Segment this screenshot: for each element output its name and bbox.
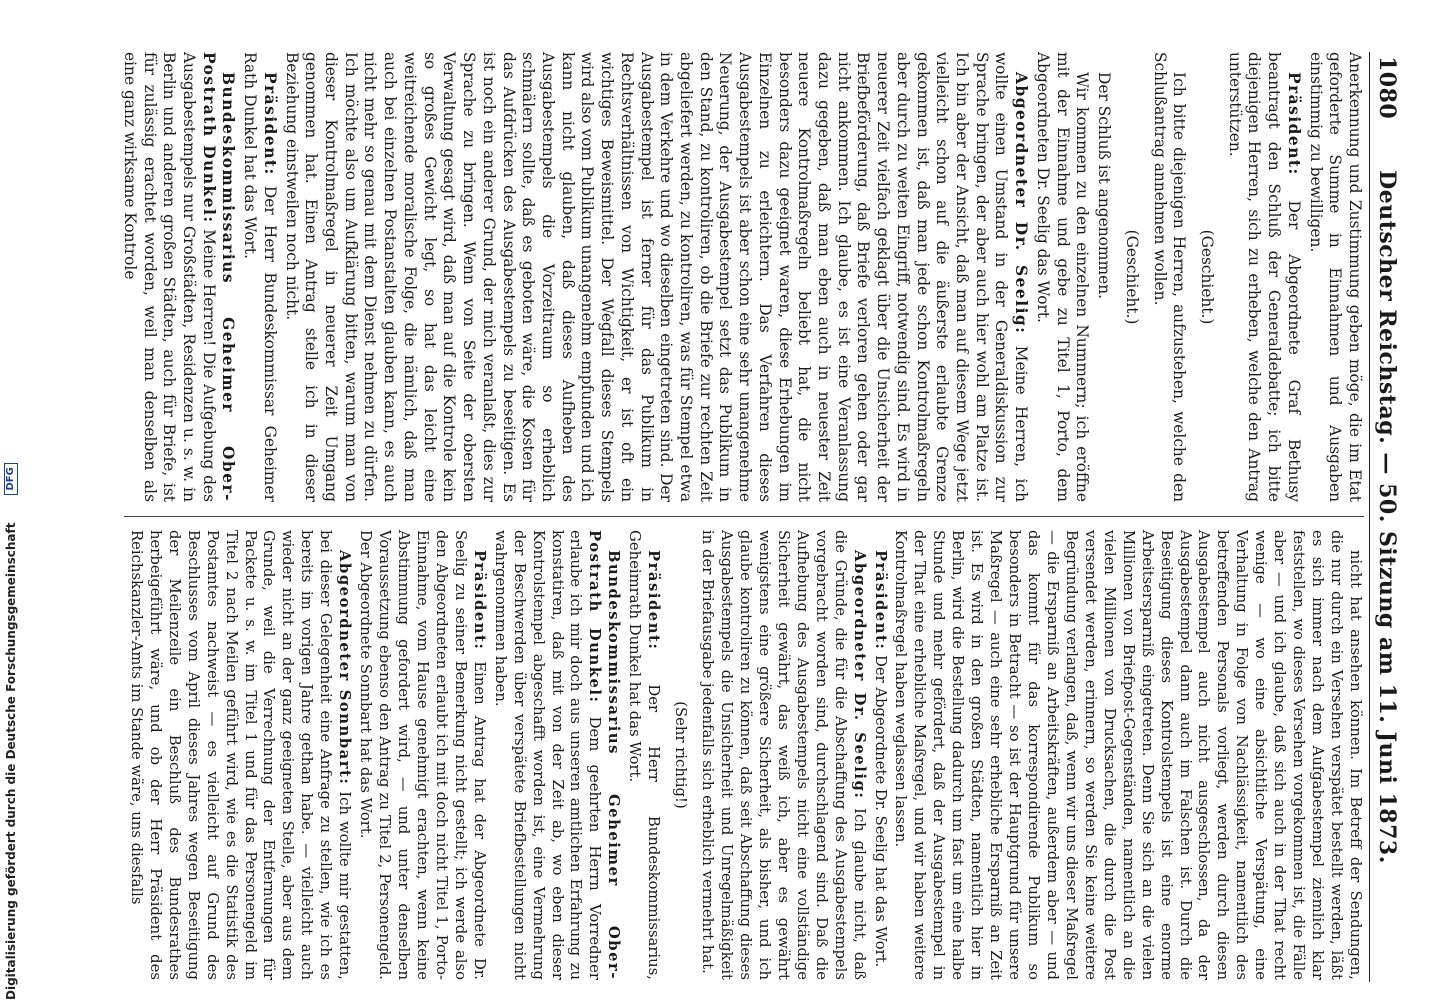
speaker-name: Präsident:	[871, 550, 889, 651]
speaker-name: Präsident:	[645, 550, 663, 651]
speaker-name: Bundeskommissarius Geheimer Ober-Postrath Dunkel:	[199, 52, 238, 502]
paragraph-text: Anerkennung und Zustimmung geben möge, die im Etat geforderte Summe in Einnahmen und Ausgaben einstimmig zu bewilligen.	[1306, 52, 1364, 502]
paragraph	[281, 52, 1030, 502]
paragraph	[697, 530, 867, 980]
speaker-name: Präsident:	[470, 550, 488, 651]
column-divider	[124, 516, 1364, 517]
paragraph	[126, 530, 353, 980]
paragraph	[1032, 52, 1091, 502]
speaker-name: Bundeskommissarius Geheimer Ober-Postrath Dunkel:	[586, 530, 623, 980]
page-header	[1369, 52, 1400, 982]
paragraph-text: Meine Herren, ich wollte einen Umstand in der Generaldiskussion zur Sprache bringen, der aber auch hier wohl am Platze ist. Ich bin aber der Ansicht, daß man auf diesem Wege jetzt vielleicht schon auf die äußerste erlaubte Grenze gekommen ist, daß man jede schon Kontrolmaßregeln aber durch zu weiten Eingriff, notwendig sind. Es wird in neuerer Zeit vielfach geklagt über die Unsicherheit der Briefbeförderung, daß Briefe verloren gehen oder gar nicht ankommen. Ich glaube, es ist eine Veranlassung dazu gegeben, daß man eben auch in neuester Zeit neuere Kontrolmaßregeln beliebt hat, die nicht besonders dazu geeignet waren, diese Erhebungen im Einzelnen zu erleichtern. Das Verfahren dieses Ausgabestempels ist aber schon eine sehr unangenehme Neuerung, der Ausgabestempel setzt das Publikum in den Stand, zu kontroliren, ob die Briefe zur rechten Zeit abgeliefert werden, zu kontroliren, was für Stempel etwa in dem Verkehre und wo dieselben eingetreten sind. Der Ausgabestempel ist ferner für das Publikum in Rechtsverhältnissen von Wichtigkeit, er ist oft ein wichtiges Beweismittel. Der Wegfall dieses Stempels wird also vom Publikum unangenehm empfunden und ich kann nicht glauben, daß dieses Aufheben des Ausgabestempels die Vorzeitraum so erheblich schmälern sollte, daß es geboten wäre, die Kosten für das Aufdrücken des Ausgabestempels zu beseitigen. Es ist noch ein anderer Grund, der mich veranlaßt, dies zur Sprache zu bringen. Wenn von Seite der obersten Verwaltung gesagt wird, daß man auf die Kontrole kein so großes Gewicht legt, so hat das leicht eine weitreichende moralische Folge, die nämlich, daß man auch bei einzelnen Postanstalten glauben kann, es auch nicht mehr so genau mit dem Dienst nehmen zu dürfen. Ich möchte also um Aufklärung bitten, warum man von dieser Kontrolmaßregel in neuerer Zeit Umgang genommen hat. Einen Antrag stelle ich in dieser Beziehung einstweilen noch nicht.	[282, 52, 1031, 502]
paragraph-text: nicht hat ansehen können. Im Betreff der Sendungen, die nur durch ein Versehen verspätet bestellt werden, läßt es sich immer nach dem Aufgabestempel ziemlich klar feststellen, wo dieses Versehen vorgekommen ist, die Fälle aber — und ich glaube, daß sich auch in der That recht wenige — wo eine absichtliche Verspätung, eine Verhaltung in Folge von Nachlässigkeit, namentlich des betreffenden Personals vorliegt, werden durch diesen Ausgabestempel auch nicht ausgeschlossen, da der Ausgabestempel dann auch im Falschen ist. Durch die Beseitigung dieses Kontrolstempels ist eine enorme Arbeitsersparniß eingetreten. Denn Sie sich an die vielen Millionen von Briefpost-Gegenständen, namentlich an die vielen Millionen von Drucksachen, die durch die Post versendet werden, erinnern, so werden Sie keine weitere Begründung verlangen, daß, wenn wir uns dieser Maßregel — die Ersparniß an Arbeitskräften, außerdem aber — und das kommt für das korrespondirende Publikum so besonders in Betracht — so ist der Hauptgrund für unsere Maßregel — auch eine sehr erhebliche Ersparniß an Zeit ist. Es wird in den großen Städten, namentlich hier in Berlin, wird die Bestellung dadurch um fast um eine halbe Stunde und mehr gefördert, daß der Ausgabestempel in der That eine erhebliche Maßregel, und wir haben weitere Kontrolmaßregel haben weglassen lassen.	[892, 530, 1364, 980]
paragraph	[1224, 52, 1303, 502]
paragraph	[239, 52, 278, 502]
paragraph-text: Wir kommen zu den einzelnen Nummern; ich eröffne mit der Einnahme und gebe zu Titel 1, Porto, dem Abgeordneten Dr. Seelig das Wort.	[1033, 52, 1092, 502]
paragraph-text: Ich bitte diejenigen Herren, aufzustehen, welche den Schlußantrag annehmen wollen.	[1150, 52, 1189, 502]
paragraph-text: Dem geehrten Herrn Vorredner erlaube ich mir doch aus unseren amtlichen Erfahrung zu konstatiren, daß mit von der Zeit ab, wo eben dieser Kontrolstempel abgeschafft worden ist, eine Vermehrung der Beschwerden über verspätete Briefbestellungen nicht wahrgenommen haben.	[491, 530, 604, 980]
paragraph	[355, 530, 488, 980]
running-title: Deutscher Reichstag. — 50. Sitzung am 11. Juni 1873.	[1374, 170, 1400, 864]
paragraph-text: Der Herr Bundeskommissar Geheimer Rath Dunkel hat das Wort.	[241, 52, 279, 502]
speaker-name: Abgeordneter Dr. Seelig:	[850, 550, 868, 800]
speaker-name: Abgeordneter Dr. Seelig:	[1012, 72, 1031, 335]
speaker-name: Abgeordneter Sonnbart:	[336, 550, 354, 786]
paragraph-text: Einen Antrag hat der Abgeordnete Dr. Seelig zu seiner Bemerkung nicht gestellt; ich werde also den Abgeordneten erlaubt ich mit doch nicht Titel 1, Porto-Einnahme, vom Hause genehmigt erachten, wenn keine Abstimmung gefordert wird, — und unter denselben Voraussetzung ebenso den Antrag zu Titel 2, Personengeld. Der Abgeordnete Sonnbart hat das Wort.	[357, 530, 488, 980]
speaker-name: Präsident:	[260, 72, 279, 176]
dfg-logo-icon: DFG	[4, 463, 18, 494]
paragraph-text: Meine Herren! Die Aufgebung des Ausgabestempels nur Großstädten, Residenzen u. s. w. in Berlin und anderen großen Städten, auch für Briefe, ist für zulässig erachtet worden, weil man denselben als eine ganz wirksame Kontrole	[120, 52, 218, 502]
paragraph	[1305, 52, 1364, 502]
paragraph	[1149, 52, 1188, 502]
paragraph	[1093, 52, 1113, 502]
paragraph-text: Ich wollte mir gestatten, bei dieser Gelegenheit eine Anfrage zu stellen, wie ich es bereits im vorigen Jahre gethan habe. — vielleicht auch wieder nicht an der ganz geeigneten Stelle, aber aus dem Grunde, weil die Verrechnung der Entfernungen für Packete u. s. w. im Titel 1 und für das Personengeld im Titel 2 nach Meilen geführt wird, wie es die Statistik des Postamtes nachweist — es vielleicht auf Grund des Beschlusses vom April dieses Jahres wegen Beseitigung der Meilenzeile ein Beschluß des Bundesrathes herbeigeführt wäre, und ob der Herr Präsident des Reichskanzler-Amts im Stande wäre, uns diesfalls	[127, 530, 354, 980]
paragraph-text: Der Schluß ist angenommen.	[1095, 72, 1114, 300]
speaker-name: Präsident:	[1284, 72, 1303, 176]
paragraph-text: Der Herr Bundeskommissarius, Geheimrath Dunkel hat das Wort.	[626, 530, 663, 980]
digitization-footer	[4, 0, 18, 1000]
paragraph	[119, 52, 237, 502]
footer-credit: Digitalisierung gefördert durch die Deutsche Forschungsgemeinschaft	[4, 522, 18, 1000]
right-column	[124, 530, 1364, 980]
stage-direction: (Sehr richtig!)	[672, 701, 690, 809]
paragraph	[870, 530, 889, 980]
paragraph-text: Ich glaube nicht, daß die Gründe, die für die Abschaffung des Ausgabestempels vorgebracht worden sind, durchschlagend sind. Daß die Aufhebung des Ausgabestempels nicht eine vollständige Sicherheit gewährt, das weiß ich, aber es gewährt wenigstens eine größere Sicherheit, als bisher, und ich glaube kontroliren zu können, daß seit Abschaffung dieses Ausgabestempels die Unsicherheit und Unregelmäßigkeit in der Briefausgabe jedenfalls sich erheblich vermehrt hat.	[699, 530, 868, 980]
stage-direction: (Geschieht.)	[1197, 229, 1216, 325]
document-page	[100, 52, 1400, 982]
paragraph-text: Der Abgeordnete Graf Bethusy beantragt den Schluß der Generaldebatte; ich bitte diejenigen Herren, sich zu erheben, welche den Antrag unterstützen.	[1225, 52, 1303, 502]
paragraph	[891, 530, 1364, 980]
paragraph	[624, 530, 662, 980]
left-column	[117, 52, 1364, 502]
stage-direction: (Geschieht.)	[1122, 229, 1141, 325]
page-number: 1080	[1374, 56, 1400, 120]
paragraph-text: Der Abgeordnete Dr. Seelig hat das Wort.	[871, 650, 889, 968]
paragraph	[490, 530, 623, 980]
